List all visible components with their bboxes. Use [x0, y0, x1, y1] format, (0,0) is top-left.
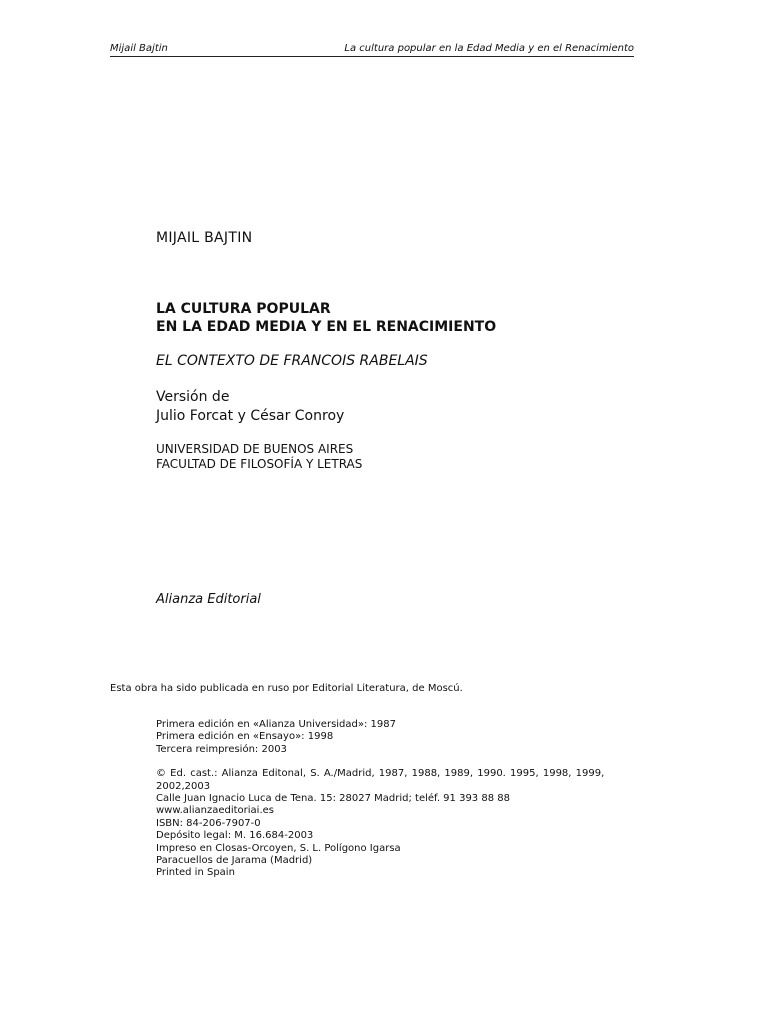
book-title [156, 300, 496, 336]
spacer [156, 756, 658, 768]
imprint-isbn: ISBN: 84-206-7907-0 [156, 817, 261, 829]
author-name: MIJAIL BAJTIN [156, 230, 253, 246]
imprint-website: www.alianzaeditoriai.es [156, 805, 274, 817]
edition-line: Tercera reimpresión: 2003 [156, 743, 287, 755]
header-author: Mijail Bajtin [110, 43, 168, 54]
imprint-printer: Impreso en Closas-Orcoyen, S. L. Polígono Igarsa [156, 842, 401, 854]
imprint-address: Calle Juan Ignacio Luca de Tena. 15: 28027 Madrid; teléf. 91 393 88 88 [156, 793, 510, 805]
book-subtitle: EL CONTEXTO DE FRANCOIS RABELAIS [156, 353, 428, 369]
publication-note: Esta obra ha sido publicada en ruso por Editorial Literatura, de Moscú. [110, 683, 463, 694]
translators: Julio Forcat y César Conroy [156, 408, 345, 424]
title-line-2: EN LA EDAD MEDIA Y EN EL RENACIMIENTO [156, 319, 497, 335]
translation-label: Versión de [156, 389, 230, 405]
copyright-line-1: © Ed. cast.: Alianza Editonal, S. A./Madrid, 1987, 1988, 1989, 1990. 1995, 1998, 1999, [156, 768, 605, 780]
translation-credit [156, 388, 344, 426]
header-book-title: La cultura popular en la Edad Media y en el Renacimiento [344, 43, 634, 54]
institution [156, 442, 362, 472]
running-header [110, 43, 634, 57]
imprint-location: Paracuellos de Jarama (Madrid) [156, 855, 313, 867]
edition-credits [156, 719, 658, 880]
edition-line: Primera edición en «Ensayo»: 1998 [156, 731, 334, 743]
faculty: FACULTAD DE FILOSOFÍA Y LETRAS [156, 457, 363, 471]
imprint-legal-deposit: Depósito legal: M. 16.684-2003 [156, 830, 314, 842]
title-line-1: LA CULTURA POPULAR [156, 301, 331, 317]
imprint-country: Printed in Spain [156, 867, 235, 879]
university: UNIVERSIDAD DE BUENOS AIRES [156, 442, 354, 456]
publisher: Alianza Editorial [156, 592, 261, 607]
edition-line: Primera edición en «Alianza Universidad»: 1987 [156, 719, 396, 730]
copyright-line-2: 2002,2003 [156, 780, 211, 792]
